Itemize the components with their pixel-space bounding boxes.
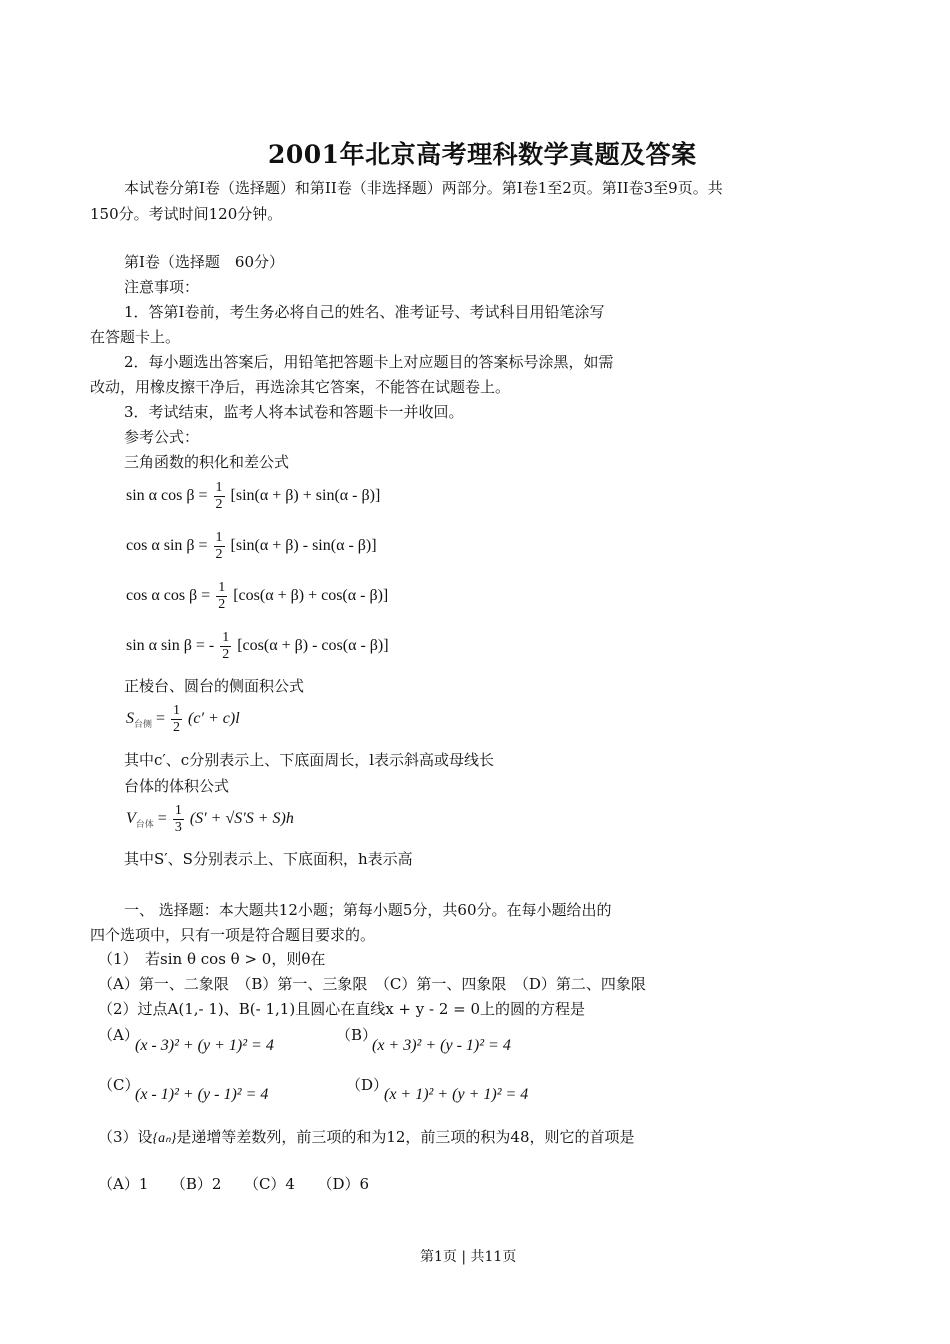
formula-4 <box>126 630 389 663</box>
half-fraction: $\frac{1}{2}$ <box>215 530 223 562</box>
page-title: 2001年北京高考理科数学真题及答案 <box>268 140 697 169</box>
question-2: （2）过点A(1,- 1)、B(- 1,1)且圆心在直线x + y - 2 = 0上的圆的方程是 <box>98 1000 586 1018</box>
q2-option-b: (x + 3)² + (y - 1)² = 4 <box>372 1037 511 1054</box>
third-fraction: $\frac{1}{3}$ <box>174 803 182 835</box>
volume-heading: 台体的体积公式 <box>124 777 230 795</box>
formula-1-lhs: sin α cos β = <box>126 487 208 505</box>
formula-heading: 参考公式： <box>124 428 200 446</box>
notice-2-line-2: 改动，用橡皮擦干净后，再选涂其它答案，不能答在试题卷上。 <box>90 378 511 396</box>
sequence-symbol: {aₙ} <box>152 1131 177 1146</box>
page-footer: 第1页 | 共11页 <box>420 1249 517 1265</box>
area-formula: $S_{台侧}$ = $\frac{1}{2}$ (c′ + c)l <box>126 703 240 735</box>
q2-option-b-label: （B） <box>336 1026 378 1044</box>
formula-1-rhs: [sin(α + β) + sin(α - β)] <box>230 487 381 505</box>
half-fraction: $\frac{1}{2}$ <box>218 580 226 612</box>
formula-2-rhs: [sin(α + β) - sin(α - β)] <box>230 537 377 555</box>
part1-line-1: 一、 选择题：本大题共12小题；第每小题5分，共60分。在每小题给出的 <box>124 901 612 919</box>
half-fraction: $\frac{1}{2}$ <box>222 630 230 662</box>
question-3: （3）设{aₙ}是递增等差数列，前三项的和为12，前三项的积为48，则它的首项是 <box>98 1128 635 1146</box>
formula-4-rhs: [cos(α + β) - cos(α - β)] <box>237 637 389 655</box>
trig-heading: 三角函数的积化和差公式 <box>124 453 290 471</box>
formula-2-lhs: cos α sin β = <box>126 537 208 555</box>
volume-note: 其中S′、S分别表示上、下底面积，h表示高 <box>124 850 413 868</box>
section-heading: 第I卷（选择题 60分） <box>124 253 285 271</box>
formula-2 <box>126 530 377 563</box>
notice-1-line-1: 1．答第I卷前，考生务必将自己的姓名、准考证号、考试科目用铅笔涂写 <box>124 303 605 321</box>
q2-option-c: (x - 1)² + (y - 1)² = 4 <box>135 1086 269 1103</box>
question-3-options: （A）1 （B）2 （C）4 （D）6 <box>98 1175 370 1193</box>
formula-1 <box>126 480 380 513</box>
formula-3-lhs: cos α cos β = <box>126 587 211 605</box>
notice-heading: 注意事项： <box>124 278 200 296</box>
volume-formula: $V_{台体}$ = $\frac{1}{3}$ (S′ + √S′S + S)h <box>126 803 294 835</box>
formula-4-lhs: sin α sin β = - <box>126 637 215 655</box>
notice-2-line-1: 2．每小题选出答案后，用铅笔把答题卡上对应题目的答案标号涂黑，如需 <box>124 353 614 371</box>
q2-option-d: (x + 1)² + (y + 1)² = 4 <box>384 1086 529 1103</box>
intro-line-2: 150分。考试时间120分钟。 <box>90 205 283 223</box>
notice-3: 3．考试结束，监考人将本试卷和答题卡一并收回。 <box>124 403 464 421</box>
q2-option-a: (x - 3)² + (y + 1)² = 4 <box>135 1037 274 1054</box>
intro-line-1: 本试卷分第I卷（选择题）和第II卷（非选择题）两部分。第I卷1至2页。第II卷3至9页。共 <box>124 179 723 197</box>
area-note: 其中c′、c分别表示上、下底面周长，l表示斜高或母线长 <box>124 751 495 769</box>
formula-3-rhs: [cos(α + β) + cos(α - β)] <box>233 587 389 605</box>
formula-3 <box>126 580 388 613</box>
area-heading: 正棱台、圆台的侧面积公式 <box>124 677 305 695</box>
question-1-options: （A）第一、二象限 （B）第一、三象限 （C）第一、四象限 （D）第二、四象限 <box>98 975 646 993</box>
notice-1-line-2: 在答题卡上。 <box>90 328 181 346</box>
q2-option-a-label: （A） <box>98 1026 139 1044</box>
half-fraction: $\frac{1}{2}$ <box>173 703 181 735</box>
q2-option-c-label: （C） <box>98 1076 140 1094</box>
part1-line-2: 四个选项中，只有一项是符合题目要求的。 <box>90 926 376 944</box>
question-1: （1） 若sin θ cos θ > 0，则θ在 <box>98 950 326 968</box>
half-fraction: $\frac{1}{2}$ <box>215 480 223 512</box>
q2-option-d-label: （D） <box>346 1076 389 1094</box>
